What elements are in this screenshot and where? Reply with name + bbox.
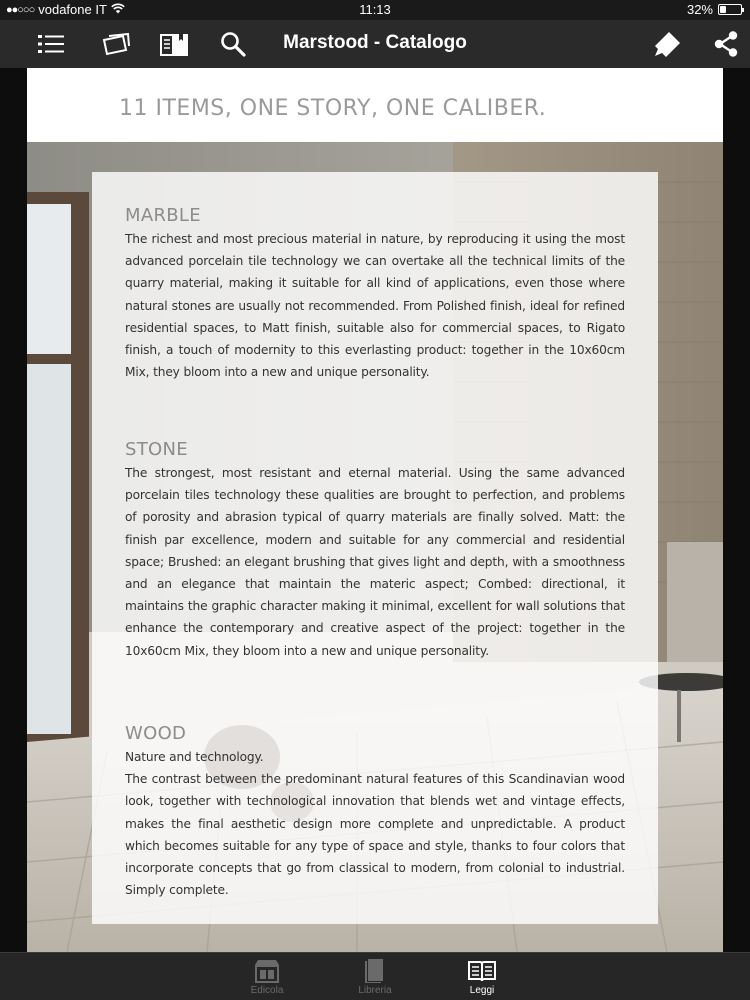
clock: 11:13 [359,2,391,17]
open-book-icon [467,959,497,983]
newsstand-icon [253,959,281,983]
text-panel [92,172,658,924]
bookmark-button[interactable] [651,28,683,60]
pages-button[interactable] [100,28,132,60]
section-body: The richest and most precious material in nature, by reproducing it using the most advanced porcelain tile technology we can overtake all the technical limits of the quarry material, making it suitable for all kind of applications, even those where natural stones are usually not recommended. From Polished finish, ideal for refined residential spaces, to Matt finish, suitable also for commercial spaces, to Rigato finish, a touch of modernity to this everlasting product: together in the 10x60cm Mix, they bloom into a new and unique personality. [125,232,625,380]
list-icon [37,33,65,55]
tab-leggi[interactable] [442,957,522,997]
list-button[interactable] [35,28,67,60]
tab-bar [0,952,750,1000]
bookmark-icon [652,30,682,58]
catalog-page[interactable] [27,68,723,952]
page-heading: 11 ITEMS, ONE STORY, ONE CALIBER. [119,96,547,121]
book-icon [159,31,189,57]
status-bar [0,0,750,20]
section-subtitle: Nature and technology. [125,750,264,764]
page-header [27,68,723,142]
section-title: STONE [125,439,188,460]
contents-button[interactable] [158,28,190,60]
section-body: The contrast between the predominant natural features of this Scandinavian wood look, together with technological innovation that blends wet and vintage effects, makes the final aesthetic design more complete and unpredictable. A product which becomes suitable for any type of space and style, thanks to four colors that incorporate concepts that go from classical to modern, from colonial to industrial. Simply complete. [125,772,625,898]
tab-label: Edicola [250,985,284,996]
carrier-name: vodafone IT [38,2,107,17]
app-title: Marstood - Catalogo [283,32,467,53]
reader-area[interactable] [0,68,750,952]
battery-percent: 32% [686,2,713,17]
section-title: MARBLE [125,205,201,226]
search-button[interactable] [217,28,249,60]
section-marble [125,204,625,383]
signal-strength-icon: ●●○○○ [6,3,35,16]
navigation-bar [0,20,750,68]
tab-libreria[interactable] [335,957,415,997]
tickets-icon [101,32,131,56]
tab-label: Leggi [469,985,495,996]
tab-edicola[interactable] [227,957,307,997]
section-wood [125,722,625,901]
search-icon [220,31,246,57]
library-icon [364,957,386,983]
section-title: WOOD [125,723,187,744]
tab-label: Libreria [358,985,392,996]
share-icon [712,30,740,58]
section-stone [125,438,625,662]
section-body: The strongest, most resistant and eternal material. Using the same advanced porcelain tiles technology these qualities are brought to perfection, and problems of porosity and abrasion typical of quarry materials are finally solved. Matt: the finish par excellence, modern and suitable for any commercial and residential space; Brushed: an elegant brushing that gives light and depth, with a smoothness and an elegance that maintain the materic aspect; Combed: directional, it maintains the graphic character making it minimal, excellent for wall solutions that enhance the contemporary and creative aspect of the project: together in the 10x60cm Mix, they bloom into a new and unique personality. [125,466,625,658]
battery-icon [718,4,742,15]
share-button[interactable] [710,28,742,60]
